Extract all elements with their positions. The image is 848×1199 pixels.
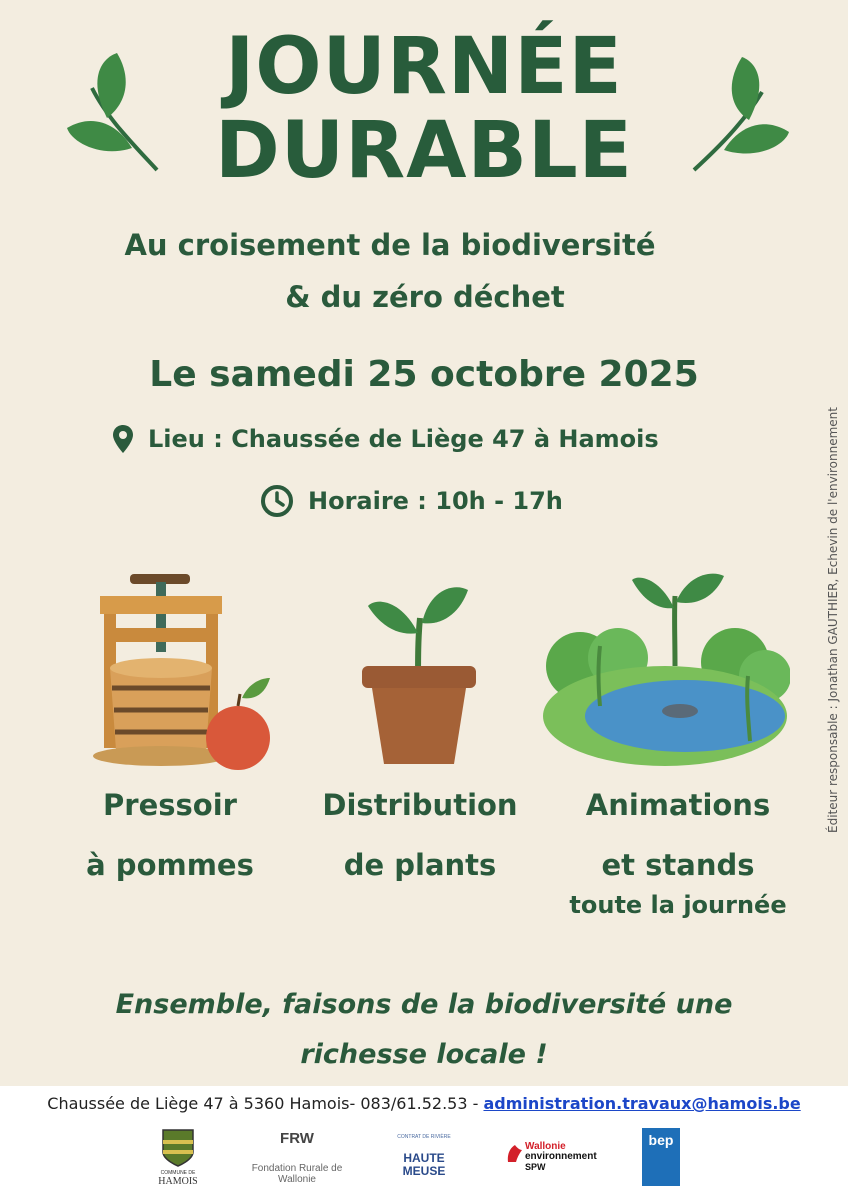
editor-responsible: Éditeur responsable : Jonathan GAUTHIER, Echevin de l'environnement [826, 407, 840, 833]
hamois-logo [150, 1128, 206, 1187]
activity-apple-press [50, 790, 290, 880]
clock-icon [260, 484, 294, 518]
title-line-2: DURABLE [215, 106, 633, 196]
pond-landscape-icon [540, 566, 790, 776]
subtitle-line-2: & du zéro déchet [285, 280, 565, 314]
rooster-icon [505, 1142, 523, 1164]
slogan-line-2: richesse locale ! [300, 1039, 548, 1070]
haute-meuse-logo [390, 1134, 458, 1178]
activity-line: de plants [343, 848, 497, 882]
event-date: Le samedi 25 octobre 2025 [149, 354, 699, 395]
bep-logo [642, 1128, 680, 1186]
wallonie-logo [505, 1142, 615, 1172]
bep-label: bep [648, 1132, 674, 1148]
activity-line: Animations [585, 788, 771, 822]
activity-line: Distribution [322, 788, 518, 822]
frw-caption: Fondation Rurale de Wallonie [251, 1163, 343, 1185]
contact-email-link[interactable]: administration.travaux@hamois.be [483, 1094, 801, 1113]
haute-meuse-small-label: CONTRAT DE RIVIÈRE [397, 1134, 451, 1140]
hamois-small-label: COMMUNE DE [160, 1170, 196, 1176]
activity-animations [548, 790, 808, 920]
contact-line [0, 1094, 848, 1113]
wallonie-label: Wallonie [525, 1141, 566, 1152]
slogan [40, 980, 808, 1080]
slogan-line-1: Ensemble, faisons de la biodiversité une [115, 989, 733, 1020]
location-row [112, 424, 659, 454]
apple-press-icon [90, 568, 280, 773]
plant-pot-icon [360, 578, 480, 768]
frw-label: FRW [280, 1130, 314, 1147]
location-pin-icon [112, 424, 134, 454]
schedule-row [260, 484, 563, 518]
frw-logo [232, 1130, 362, 1185]
haute-meuse-label: HAUTE MEUSE [402, 1151, 446, 1178]
environnement-label: environnement [525, 1151, 597, 1162]
activity-line: Pressoir [103, 788, 237, 822]
activity-line: et stands [601, 848, 755, 882]
activity-line: toute la journée [569, 891, 787, 919]
activity-plant-distribution [300, 790, 540, 880]
hamois-shield-icon [161, 1128, 195, 1168]
title-line-1: JOURNÉE [225, 22, 623, 112]
hamois-label: HAMOIS [158, 1176, 198, 1187]
contact-address: Chaussée de Liège 47 à 5360 Hamois- 083/61.52.53 - [47, 1094, 484, 1113]
spw-label: SPW [525, 1162, 546, 1172]
location-text: Lieu : Chaussée de Liège 47 à Hamois [148, 425, 659, 453]
schedule-text: Horaire : 10h - 17h [308, 487, 563, 515]
subtitle-line-1: Au croisement de la biodiversité [124, 228, 656, 262]
activity-line: à pommes [86, 848, 254, 882]
